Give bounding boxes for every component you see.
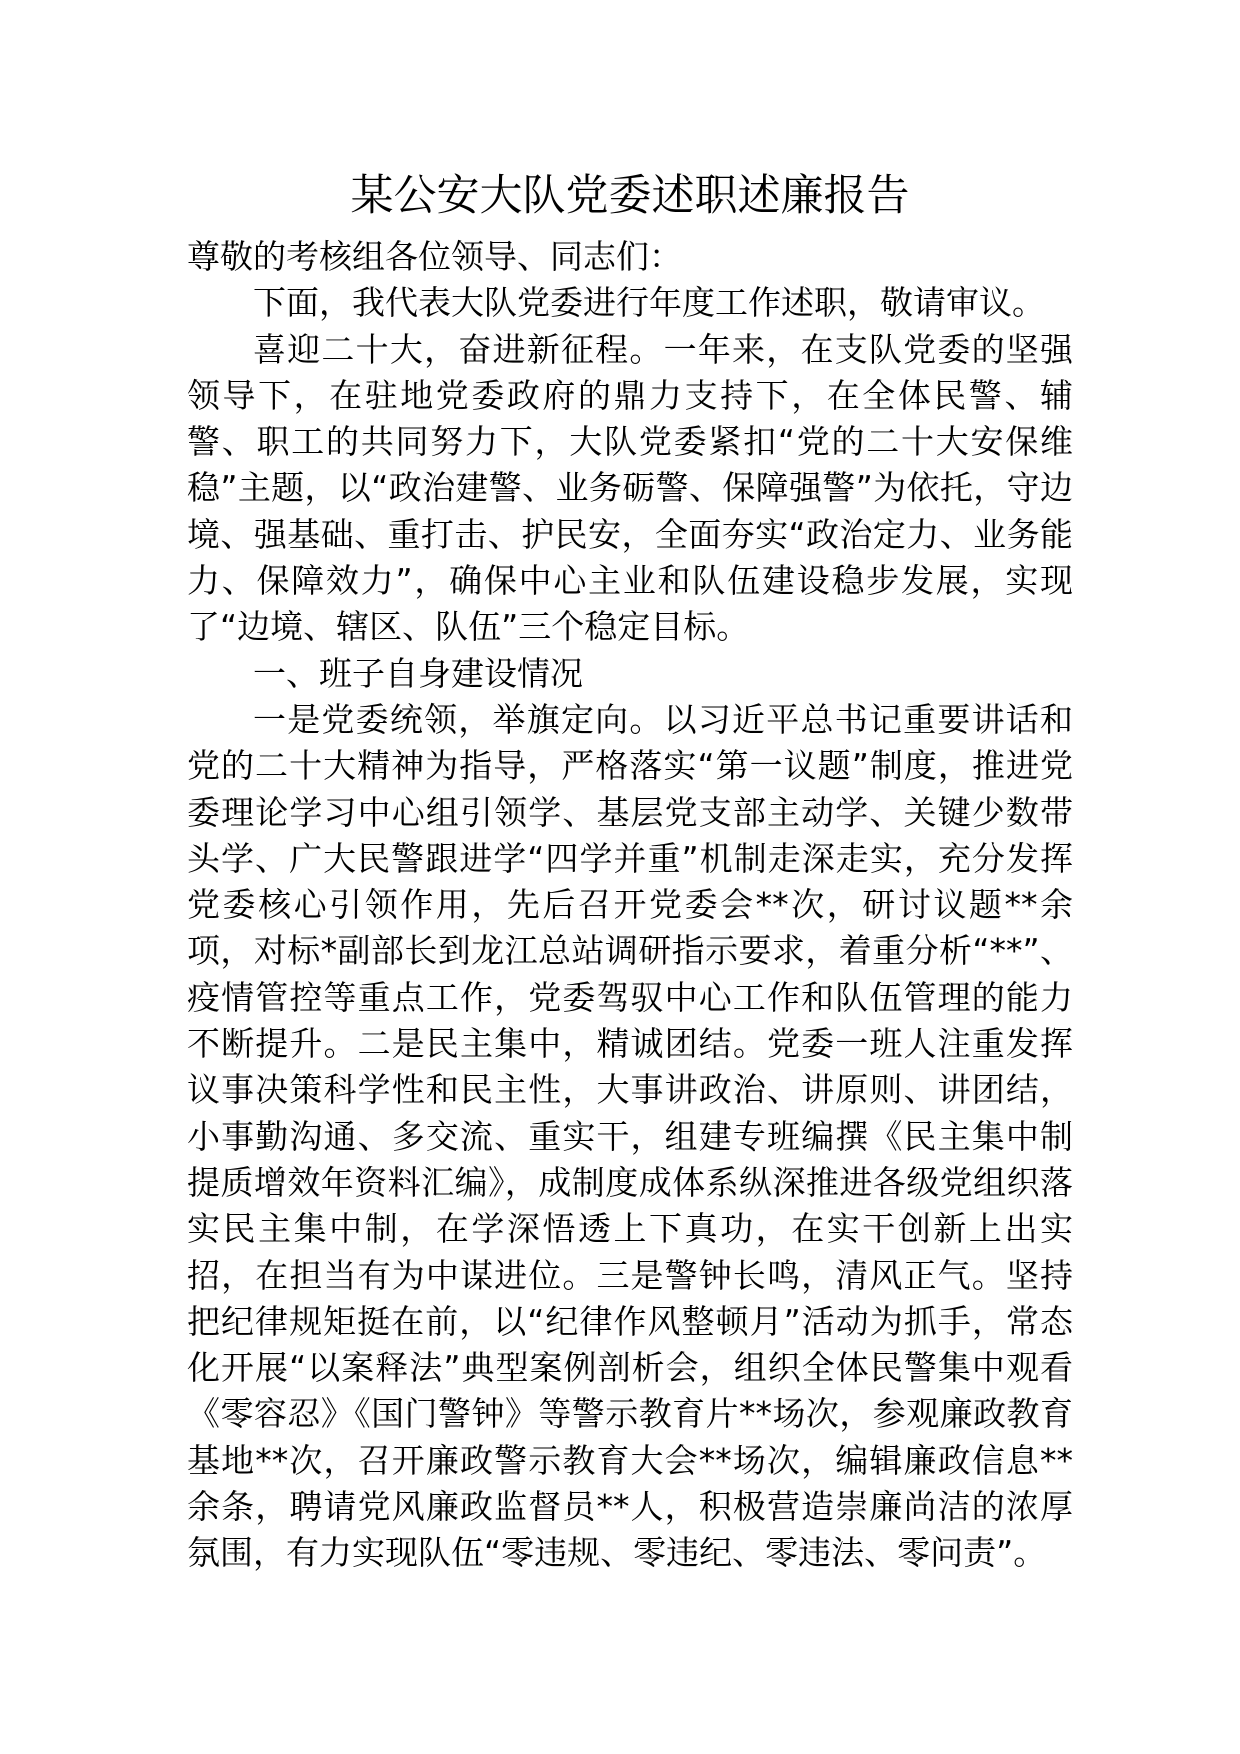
document-page: [187, 165, 1073, 1577]
paragraph-overview: 喜迎二十大，奋进新征程。一年来，在支队党委的坚强领导下，在驻地党委政府的鼎力支持下，在全体民警、辅警、职工的共同努力下，大队党委紧扣“党的二十大安保维稳”主题，以“政治建警、业务砺警、保障强警”为依托，守边境、强基础、重打击、护民安，全面夯实“政治定力、业务能力、保障效力”，确保中心主业和队伍建设稳步发展，实现了“边境、辖区、队伍”三个稳定目标。: [187, 329, 1073, 647]
document-title: 某公安大队党委述职述廉报告: [350, 171, 910, 221]
paragraph-team-building: 一是党委统领，举旗定向。以习近平总书记重要讲话和党的二十大精神为指导，严格落实“第一议题”制度，推进党委理论学习中心组引领学、基层党支部主动学、关键少数带头学、广大民警跟进学“四学并重”机制走深走实，充分发挥党委核心引领作用，先后召开党委会**次，研讨议题**余项，对标*副部长到龙江总站调研指示要求，着重分析“**”、疫情管控等重点工作，党委驾驭中心工作和队伍管理的能力不断提升。二是民主集中，精诚团结。党委一班人注重发挥议事决策科学性和民主性，大事讲政治、讲原则、讲团结，小事勤沟通、多交流、重实干，组建专班编撰《民主集中制提质增效年资料汇编》，成制度成体系纵深推进各级党组织落实民主集中制，在学深悟透上下真功，在实干创新上出实招，在担当有为中谋进位。三是警钟长鸣，清风正气。坚持把纪律规矩挺在前，以“纪律作风整顿月”活动为抓手，常态化开展“以案释法”典型案例剖析会，组织全体民警集中观看《零容忍》《国门警钟》等警示教育片**场次，参观廉政教育基地**次，召开廉政警示教育大会**场次，编辑廉政信息**余条，聘请党风廉政监督员**人，积极营造崇廉尚洁的浓厚氛围，有力实现队伍“零违规、零违纪、零违法、零问责”。: [187, 699, 1073, 1573]
section-heading-1: 一、班子自身建设情况: [253, 653, 583, 693]
paragraph-intro: 下面，我代表大队党委进行年度工作述职，敬请审议。: [253, 283, 1045, 323]
salutation: 尊敬的考核组各位领导、同志们：: [187, 237, 682, 276]
